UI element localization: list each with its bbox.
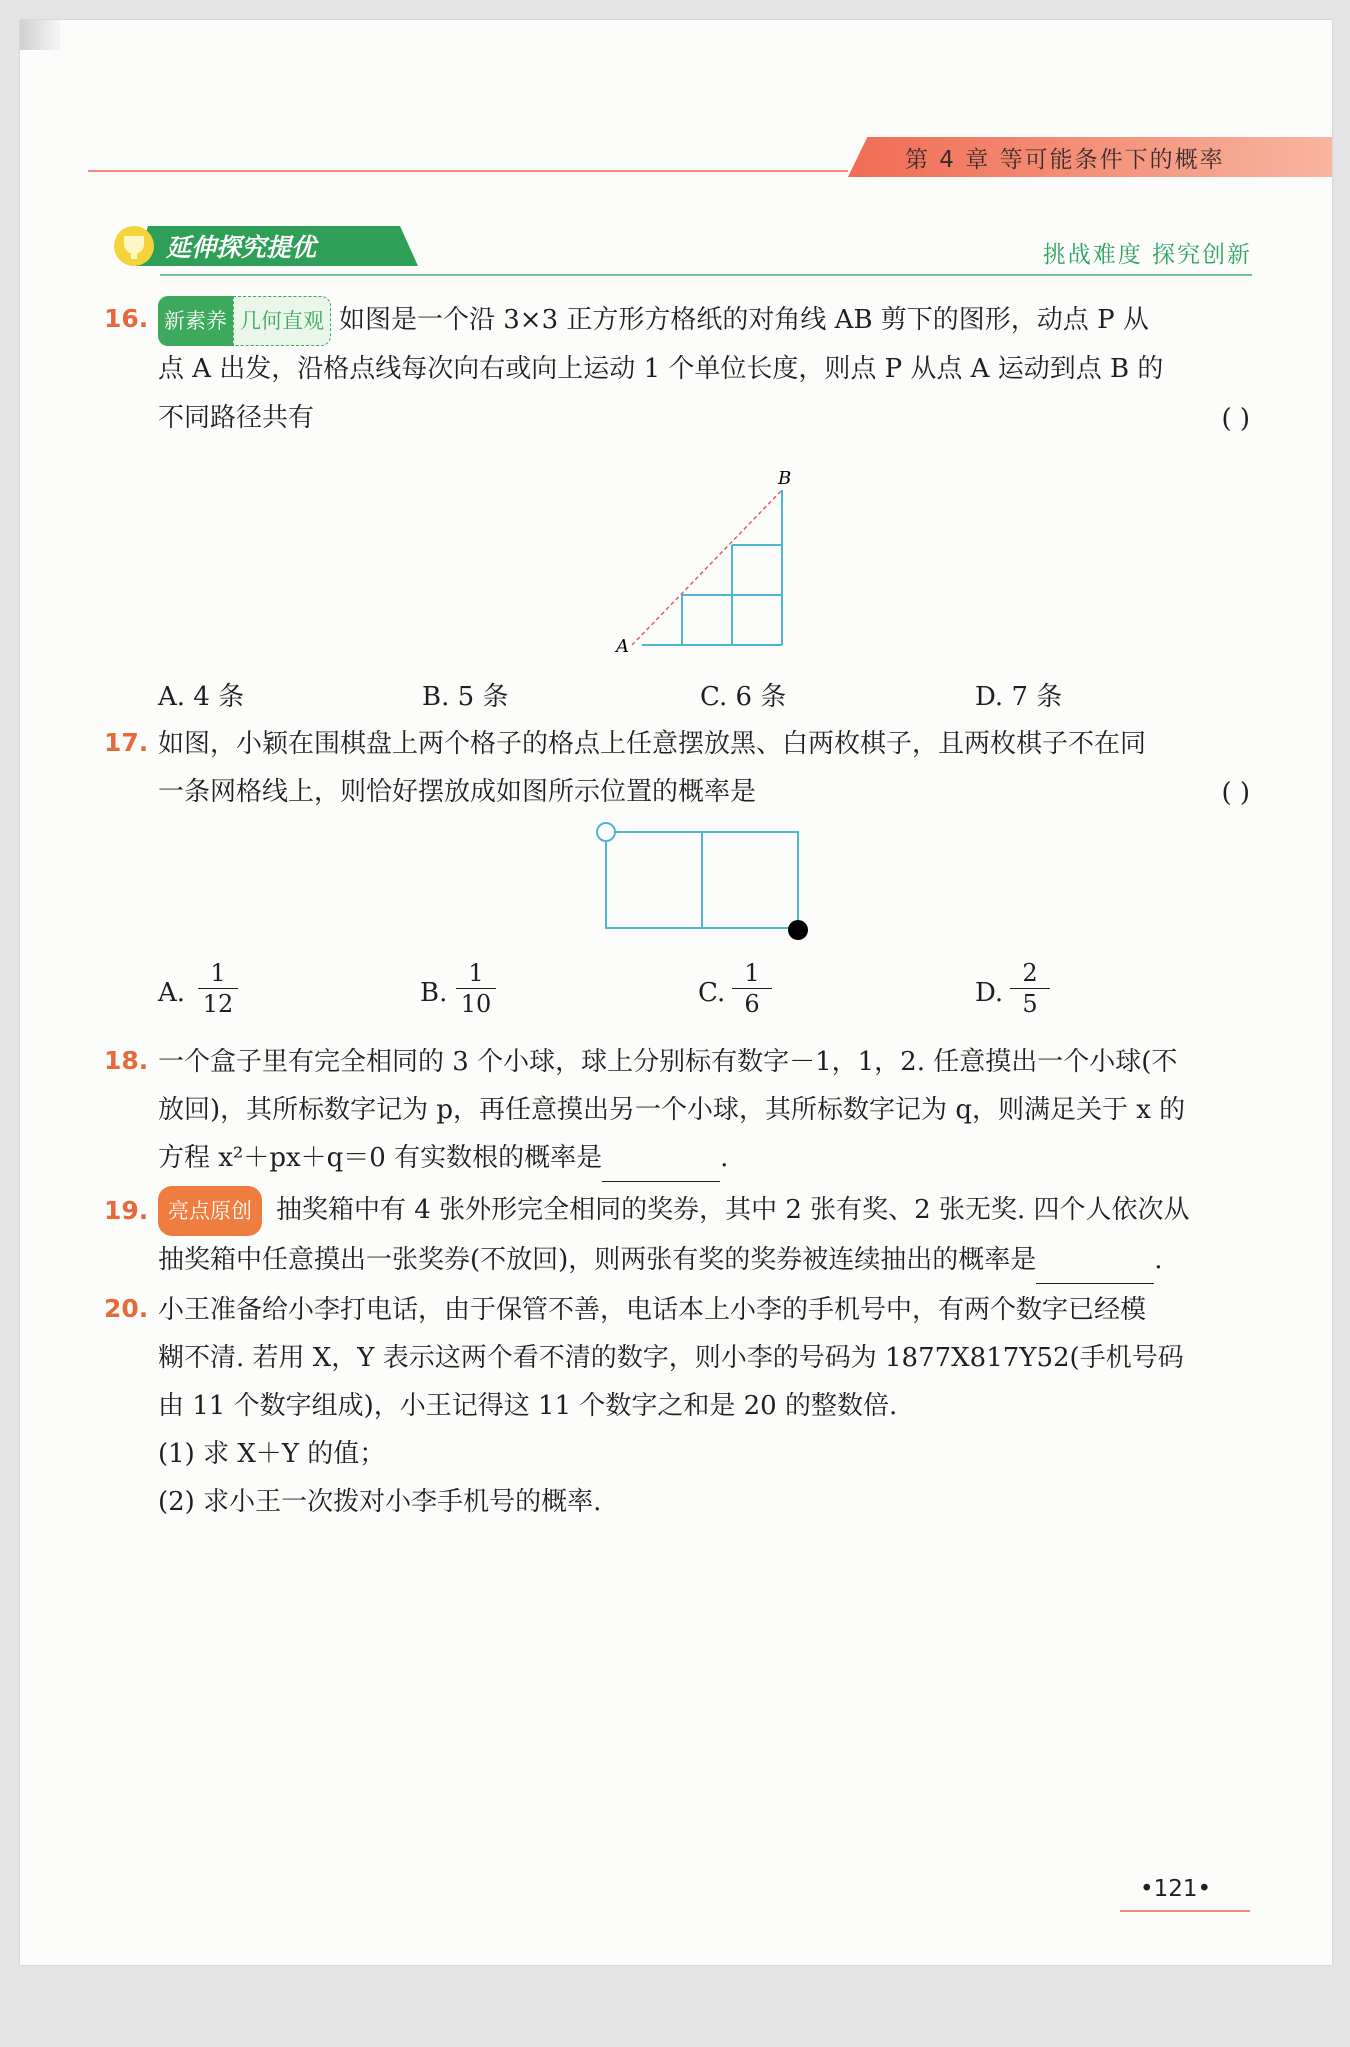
- page-number: •121•: [1140, 1876, 1212, 1902]
- page-edge: [20, 20, 60, 50]
- q17-option-c-letter: C.: [698, 978, 726, 1008]
- section-badge: [108, 222, 418, 270]
- white-stone: [597, 823, 615, 841]
- q16-option-d: D. 7 条: [975, 682, 1063, 712]
- q17-figure: [590, 820, 820, 940]
- q16-text1: 如图是一个沿 3×3 正方形方格纸的对角线 AB 剪下的图形，动点 P 从: [339, 305, 1149, 335]
- q20-line2: 糊不清. 若用 X，Y 表示这两个看不清的数字，则小李的号码为 1877X817Y52(手机号码: [158, 1343, 1184, 1373]
- q20-line3: 由 11 个数字组成)，小王记得这 11 个数字之和是 20 的整数倍.: [158, 1391, 898, 1421]
- black-stone: [788, 920, 808, 940]
- q17-option-d-fraction: $\frac{2}{5}$: [1010, 958, 1050, 1019]
- q17-option-b-fraction: $\frac{1}{10}$: [456, 958, 496, 1019]
- section-rule: [160, 274, 1252, 276]
- q17-option-b-letter: B.: [420, 978, 448, 1008]
- q16-line1: [158, 296, 1149, 346]
- q17-line1: 如图，小颖在围棋盘上两个格子的格点上任意摆放黑、白两枚棋子，且两枚棋子不在同: [158, 729, 1147, 759]
- section-subtitle: 挑战难度 探究创新: [1042, 242, 1252, 268]
- diagonal-ab: [632, 490, 782, 645]
- q16-option-c: C. 6 条: [700, 682, 787, 712]
- answer-blank: [1036, 1257, 1154, 1284]
- q16-tag-geo: 几何直观: [233, 296, 331, 346]
- chapter-rule: [88, 170, 848, 172]
- q19-tag: 亮点原创: [158, 1186, 262, 1236]
- page-number-rule: [1120, 1910, 1250, 1912]
- q17-option-c-fraction: $\frac{1}{6}$: [732, 958, 772, 1019]
- section-title: 延伸探究提优: [166, 233, 317, 262]
- q16-figure: [610, 470, 810, 660]
- q17-line2: 一条网格线上，则恰好摆放成如图所示位置的概率是: [158, 777, 757, 807]
- q17-option-d-letter: D.: [975, 978, 1004, 1008]
- q16-option-a: A. 4 条: [158, 682, 245, 712]
- label-b: B: [778, 470, 792, 489]
- q18-line2: 放回)，其所标数字记为 p，再任意摸出另一个小球，其所标数字记为 q，则满足关于 x 的: [158, 1095, 1186, 1125]
- q16-answer-paren: ( ): [1221, 404, 1250, 434]
- answer-blank: [602, 1155, 720, 1182]
- q19-line1: 亮点原创 抽奖箱中有 4 张外形完全相同的奖券，其中 2 张有奖、2 张无奖. 四个人依次从: [158, 1186, 1189, 1236]
- q16-option-b: B. 5 条: [422, 682, 509, 712]
- q16-number: 16.: [104, 304, 149, 333]
- chapter-title: 第 4 章 等可能条件下的概率: [905, 147, 1225, 173]
- q18-line1: 一个盒子里有完全相同的 3 个小球，球上分别标有数字－1，1，2. 任意摸出一个小球(不: [158, 1047, 1178, 1077]
- q20-line1: 小王准备给小李打电话，由于保管不善，电话本上小李的手机号中，有两个数字已经模: [158, 1295, 1147, 1325]
- q16-line2: 点 A 出发，沿格点线每次向右或向上运动 1 个单位长度，则点 P 从点 A 运动到点 B 的: [158, 354, 1164, 384]
- q17-option-a-letter: A.: [158, 978, 186, 1008]
- q17-answer-paren: ( ): [1221, 778, 1250, 808]
- q19-number: 19.: [104, 1196, 149, 1225]
- q20-sub2: (2) 求小王一次拨对小李手机号的概率.: [158, 1487, 602, 1517]
- q17-number: 17.: [104, 728, 149, 757]
- q19-line2: 抽奖箱中任意摸出一张奖券(不放回)，则两张有奖的奖券被连续抽出的概率是 .: [158, 1236, 1163, 1284]
- q20-number: 20.: [104, 1294, 149, 1323]
- q18-line3: 方程 x²＋px＋q＝0 有实数根的概率是 .: [158, 1134, 728, 1182]
- label-a: A: [616, 636, 629, 657]
- q18-number: 18.: [104, 1046, 149, 1075]
- q16-tag-new: 新素养: [158, 296, 233, 346]
- q20-sub1: (1) 求 X＋Y 的值；: [158, 1439, 386, 1469]
- q17-option-a-fraction: $\frac{1}{12}$: [198, 958, 238, 1019]
- q16-line3: 不同路径共有: [158, 403, 315, 433]
